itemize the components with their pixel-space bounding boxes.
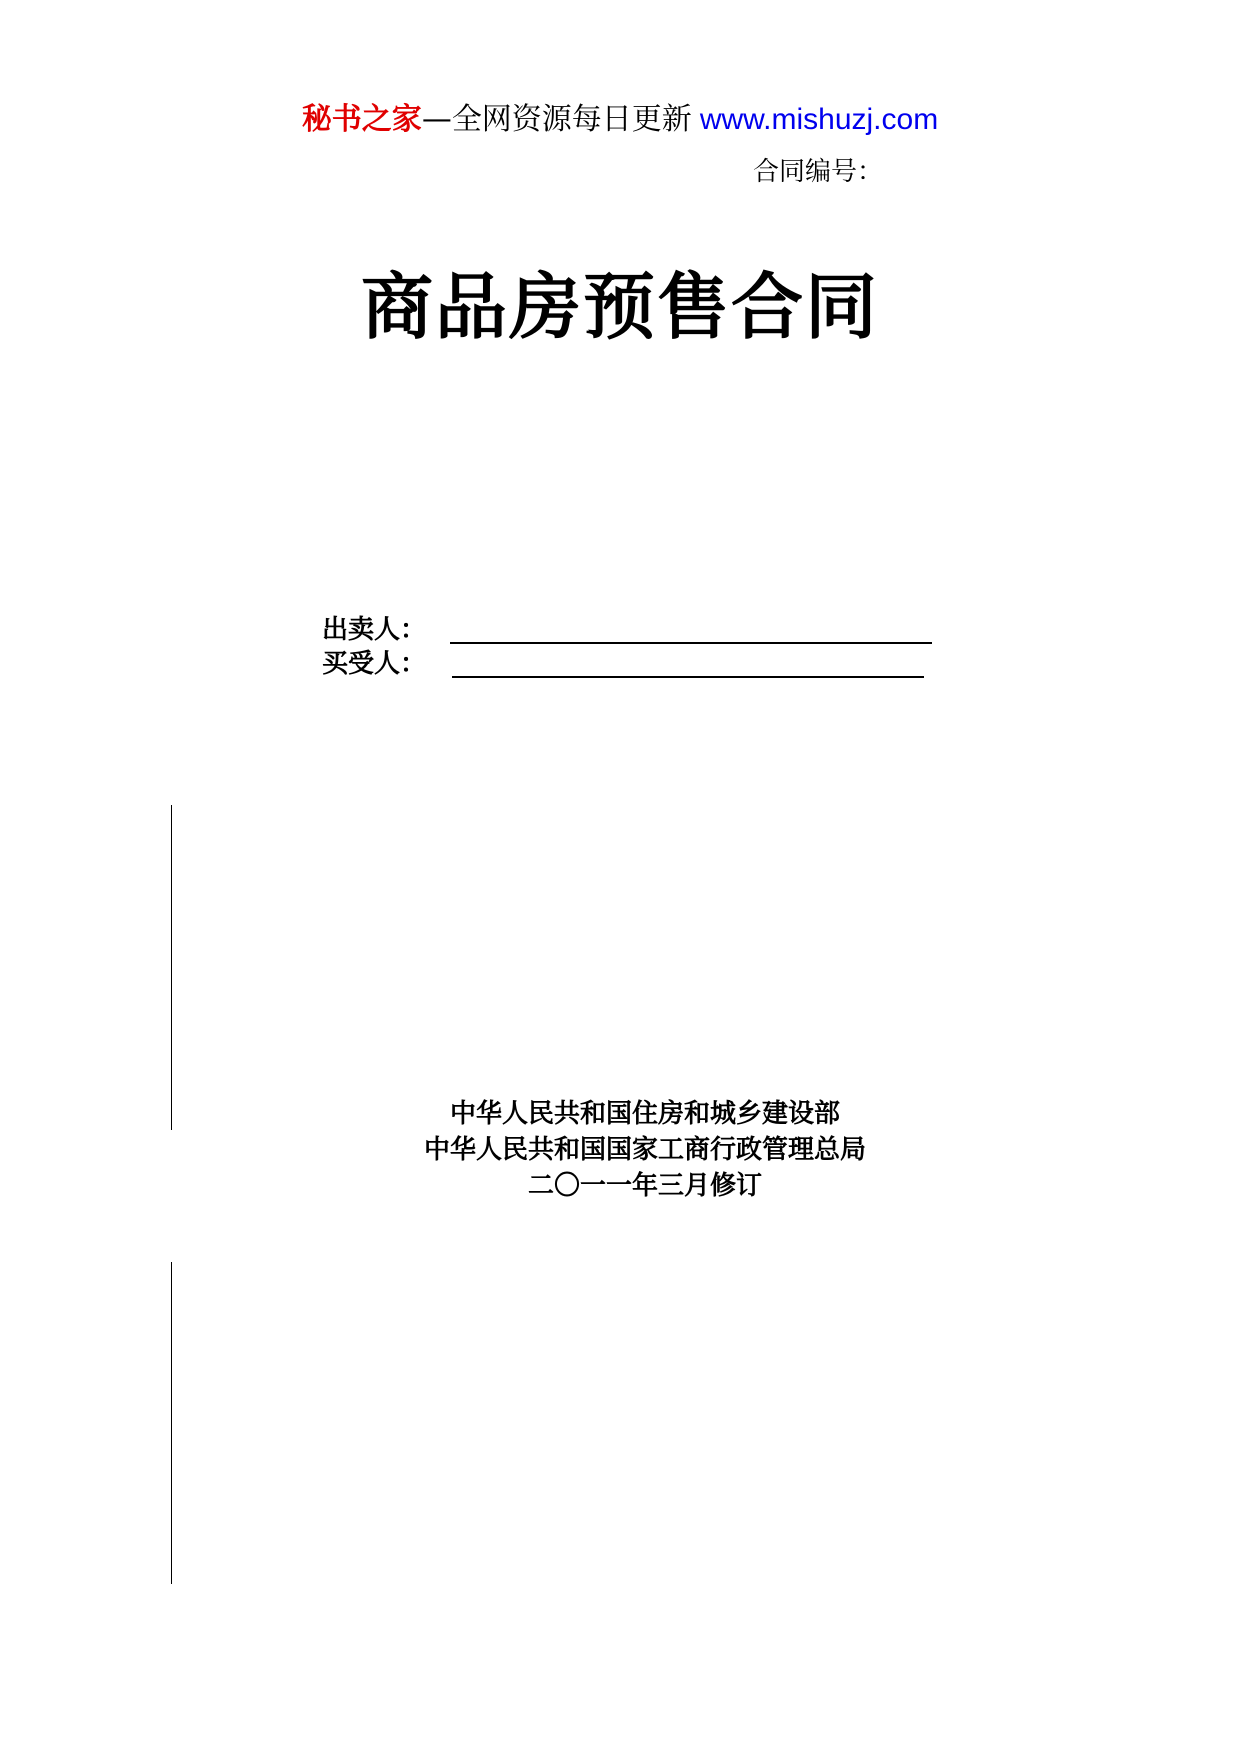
seller-blank-line[interactable] [450, 642, 932, 644]
buyer-blank-line[interactable] [452, 676, 924, 678]
issuing-authorities [0, 1096, 1240, 1204]
issuer-admin-industry-commerce: 中华人民共和国国家工商行政管理总局 [423, 1135, 866, 1165]
site-banner [0, 100, 1240, 140]
seller-label: 出卖人： [322, 615, 427, 645]
document-title: 商品房预售合同 [360, 265, 879, 349]
margin-rule-lower [171, 1262, 172, 1584]
banner-slogan: —全网资源每日更新 [421, 102, 692, 137]
seller-field [322, 614, 447, 646]
buyer-label: 买受人： [322, 649, 427, 679]
revision-date: 二〇一一年三月修订 [527, 1171, 762, 1201]
margin-rule-upper [171, 805, 172, 1130]
banner-url-link[interactable]: www.mishuzj.com [699, 103, 939, 136]
contract-number-label: 合同编号： [753, 157, 884, 187]
buyer-field [322, 648, 447, 680]
issuer-ministry-housing: 中华人民共和国住房和城乡建设部 [449, 1099, 840, 1129]
banner-brand: 秘书之家 [301, 102, 422, 137]
